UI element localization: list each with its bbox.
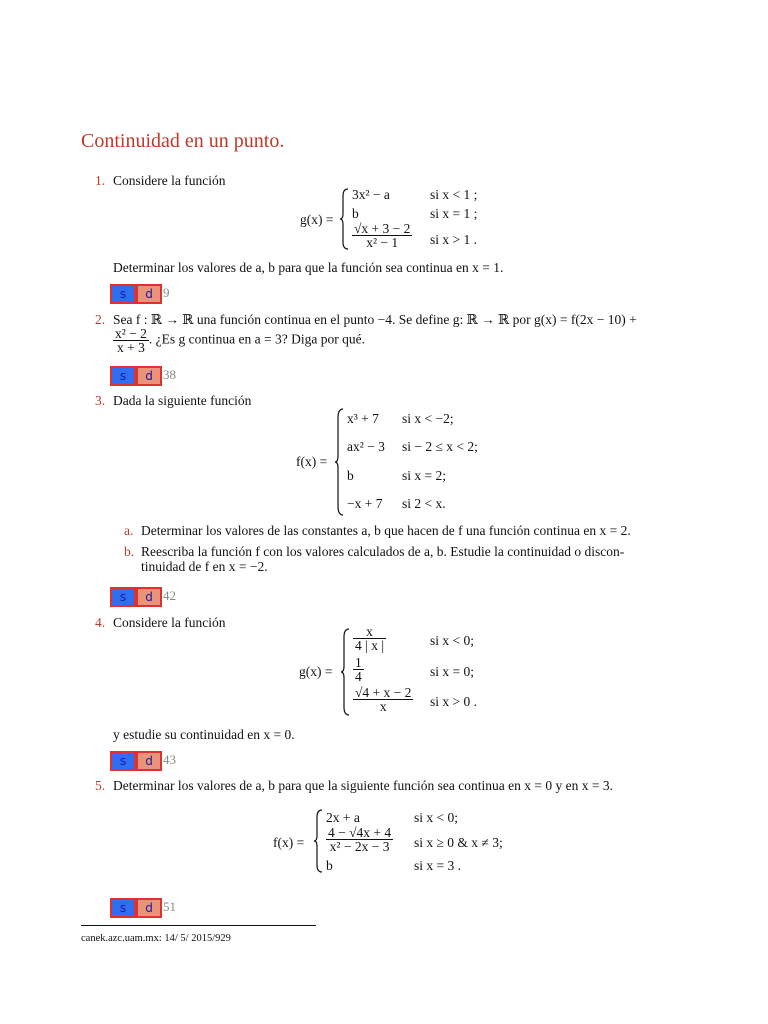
case-cond: si x ≥ 0 & x ≠ 3; — [414, 835, 503, 850]
case-numerator: x — [353, 625, 386, 639]
case-numerator: √x + 3 − 2 — [354, 221, 411, 236]
problem-number: 3. — [95, 393, 106, 408]
problem-count: 38 — [163, 367, 176, 382]
case-denominator: 4 | x | — [355, 638, 385, 653]
problem-question: y estudie su continuidad en x = 0. — [113, 727, 295, 742]
case-expr: −x + 7 — [347, 496, 383, 511]
case-expr: b — [326, 858, 333, 873]
problem-count: 51 — [163, 899, 176, 914]
case-cond: si x = 0; — [430, 664, 474, 679]
case-cond: si x < 1 ; — [430, 187, 478, 202]
case-denominator: x² − 2x − 3 — [329, 839, 390, 854]
case-cond: si − 2 ≤ x < 2; — [402, 439, 478, 454]
details-button[interactable]: d — [136, 751, 162, 771]
case-denominator: x² − 1 — [366, 235, 399, 250]
case-denominator: 4 — [355, 669, 362, 684]
problem-count: 43 — [163, 752, 176, 767]
problem-text: . ¿Es g continua en a = 3? Diga por qué. — [148, 331, 365, 347]
footer-rule — [81, 925, 316, 926]
case-cond: si x < 0; — [414, 810, 458, 825]
problem-number: 5. — [95, 778, 106, 793]
page-title: Continuidad en un punto. — [81, 130, 285, 152]
case-expr: b — [352, 206, 359, 221]
case-cond: si x = 1 ; — [430, 206, 478, 221]
case-expr: b — [347, 468, 354, 483]
problem-intro: Considere la función — [113, 615, 226, 630]
function-label: f(x) = — [296, 454, 328, 469]
case-cond: si x = 2; — [402, 468, 446, 483]
left-brace — [341, 628, 351, 716]
subitem-text: tinuidad de f en x = −2. — [141, 559, 268, 574]
fraction-numerator: x² − 2 — [115, 326, 147, 341]
case-cond: si x > 0 . — [430, 694, 477, 709]
footer-text: canek.azc.uam.mx: 14/ 5/ 2015/929 — [81, 933, 231, 944]
details-button[interactable]: d — [136, 366, 162, 386]
solution-button[interactable]: s — [110, 898, 136, 918]
problem-number: 2. — [95, 312, 106, 327]
problem-question: Determinar los valores de a, b para que la función sea continua en x = 1. — [113, 260, 504, 275]
details-button[interactable]: d — [136, 898, 162, 918]
problem-intro: Considere la función — [113, 173, 226, 188]
case-cond: si x < −2; — [402, 411, 454, 426]
left-brace — [340, 188, 350, 250]
problem-number: 1. — [95, 173, 106, 188]
function-label: g(x) = — [300, 212, 334, 227]
details-button[interactable]: d — [136, 587, 162, 607]
case-numerator: 4 − √4x + 4 — [328, 825, 392, 840]
solution-button[interactable]: s — [110, 587, 136, 607]
subitem-label: a. — [124, 523, 134, 538]
function-label: g(x) = — [299, 664, 333, 679]
case-cond: si x < 0; — [430, 633, 474, 648]
subitem-label: b. — [124, 544, 135, 559]
case-numerator: √4 + x − 2 — [355, 685, 412, 700]
left-brace — [314, 809, 324, 873]
details-button[interactable]: d — [136, 284, 162, 304]
case-cond: si x = 3 . — [414, 858, 461, 873]
case-expr: 2x + a — [326, 810, 360, 825]
problem-count: 9 — [163, 285, 170, 300]
solution-button[interactable]: s — [110, 751, 136, 771]
function-label: f(x) = — [273, 835, 305, 850]
case-numerator: 1 — [355, 655, 362, 670]
fraction-denominator: x + 3 — [117, 340, 145, 355]
subitem-text: Reescriba la función f con los valores calculados de a, b. Estudie la continuidad o discon- — [141, 544, 625, 559]
problem-count: 42 — [163, 588, 176, 603]
problem-intro: Determinar los valores de a, b para que la siguiente función sea continua en x = 0 y en x = 3. — [113, 778, 613, 793]
solution-button[interactable]: s — [110, 284, 136, 304]
solution-button[interactable]: s — [110, 366, 136, 386]
case-denominator: x — [379, 699, 387, 714]
case-cond: si x > 1 . — [430, 232, 477, 247]
case-expr: x³ + 7 — [347, 411, 379, 426]
problem-number: 4. — [95, 615, 106, 630]
case-expr: 3x² − a — [352, 187, 390, 202]
problem-intro: Dada la siguiente función — [113, 393, 252, 408]
problem-text: Sea f : ℝ → ℝ una función continua en el punto −4. Se define g: ℝ → ℝ por g(x) = f(2x − 10) + — [113, 312, 637, 327]
case-cond: si 2 < x. — [402, 496, 446, 511]
left-brace — [335, 408, 345, 516]
subitem-text: Determinar los valores de las constantes a, b que hacen de f una función continua en x = 2. — [141, 523, 631, 538]
case-expr: ax² − 3 — [347, 439, 385, 454]
